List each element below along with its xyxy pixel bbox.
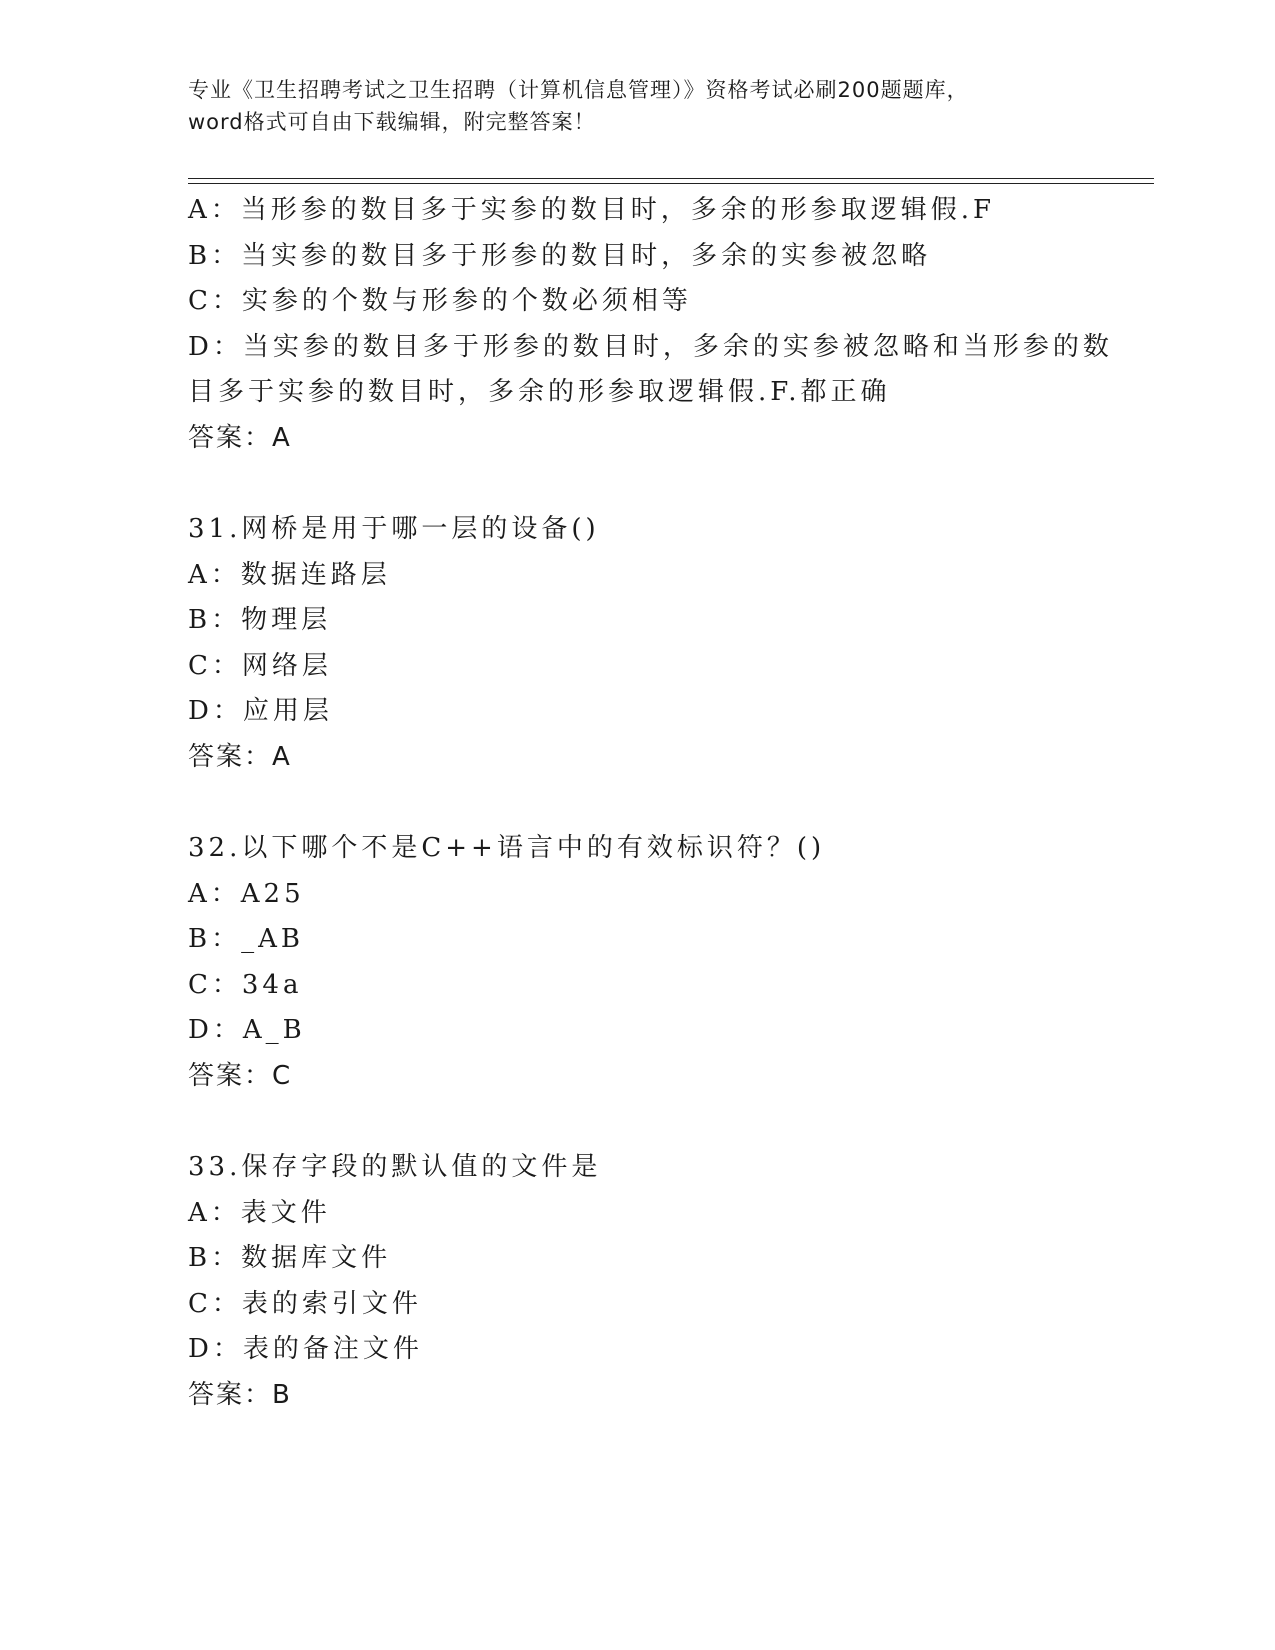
answer-line: 答案：A: [188, 741, 292, 772]
option-d: D：当实参的数目多于形参的数目时，多余的实参被忽略和当形参的数: [188, 331, 1113, 362]
answer-line: 答案：C: [188, 1060, 293, 1091]
option-b: B：物理层: [188, 605, 332, 635]
question-30-block: [188, 188, 1113, 461]
question-text: 33.保存字段的默认值的文件是: [188, 1152, 602, 1182]
option-d: D：表的备注文件: [188, 1334, 423, 1364]
option-a: A：A25: [188, 878, 305, 909]
spacer: [188, 461, 1088, 507]
option-b: B：当实参的数目多于形参的数目时，多余的实参被忽略: [188, 240, 932, 271]
option-b: B：_AB: [188, 924, 304, 954]
question-text: 31.网桥是用于哪一层的设备(): [188, 514, 600, 544]
document-header: [188, 74, 1088, 138]
question-text: 32.以下哪个不是C++语言中的有效标识符？(): [188, 833, 826, 863]
option-d-continued: 目多于实参的数目时，多余的形参取逻辑假.F.都正确: [188, 377, 891, 407]
answer-line: 答案：B: [188, 1379, 292, 1410]
question-33-block: [188, 1145, 1088, 1418]
option-a: A：表文件: [188, 1197, 331, 1228]
answer-line: 答案：A: [188, 422, 292, 453]
header-divider-top: [188, 178, 1154, 179]
option-d: D：A_B: [188, 1015, 306, 1045]
header-title-line-1: 专业《卫生招聘考试之卫生招聘（计算机信息管理）》资格考试必刷200题题库，: [188, 78, 969, 102]
option-c: C：34a: [188, 969, 303, 1000]
question-list: [188, 188, 1113, 1418]
question-32-block: [188, 826, 1088, 1099]
option-d: D：应用层: [188, 696, 333, 726]
option-a: A：当形参的数目多于实参的数目时，多余的形参取逻辑假.F: [188, 195, 996, 225]
spacer: [188, 780, 1088, 826]
option-a: A：数据连路层: [188, 559, 391, 590]
option-c: C：表的索引文件: [188, 1288, 422, 1319]
option-c: C：网络层: [188, 650, 332, 681]
option-c: C：实参的个数与形参的个数必须相等: [188, 286, 692, 316]
option-b: B：数据库文件: [188, 1243, 392, 1273]
question-31-block: [188, 507, 1088, 780]
spacer: [188, 1099, 1088, 1145]
header-title-line-2: word格式可自由下载编辑，附完整答案！: [188, 110, 596, 134]
header-divider-bottom: [188, 183, 1154, 184]
